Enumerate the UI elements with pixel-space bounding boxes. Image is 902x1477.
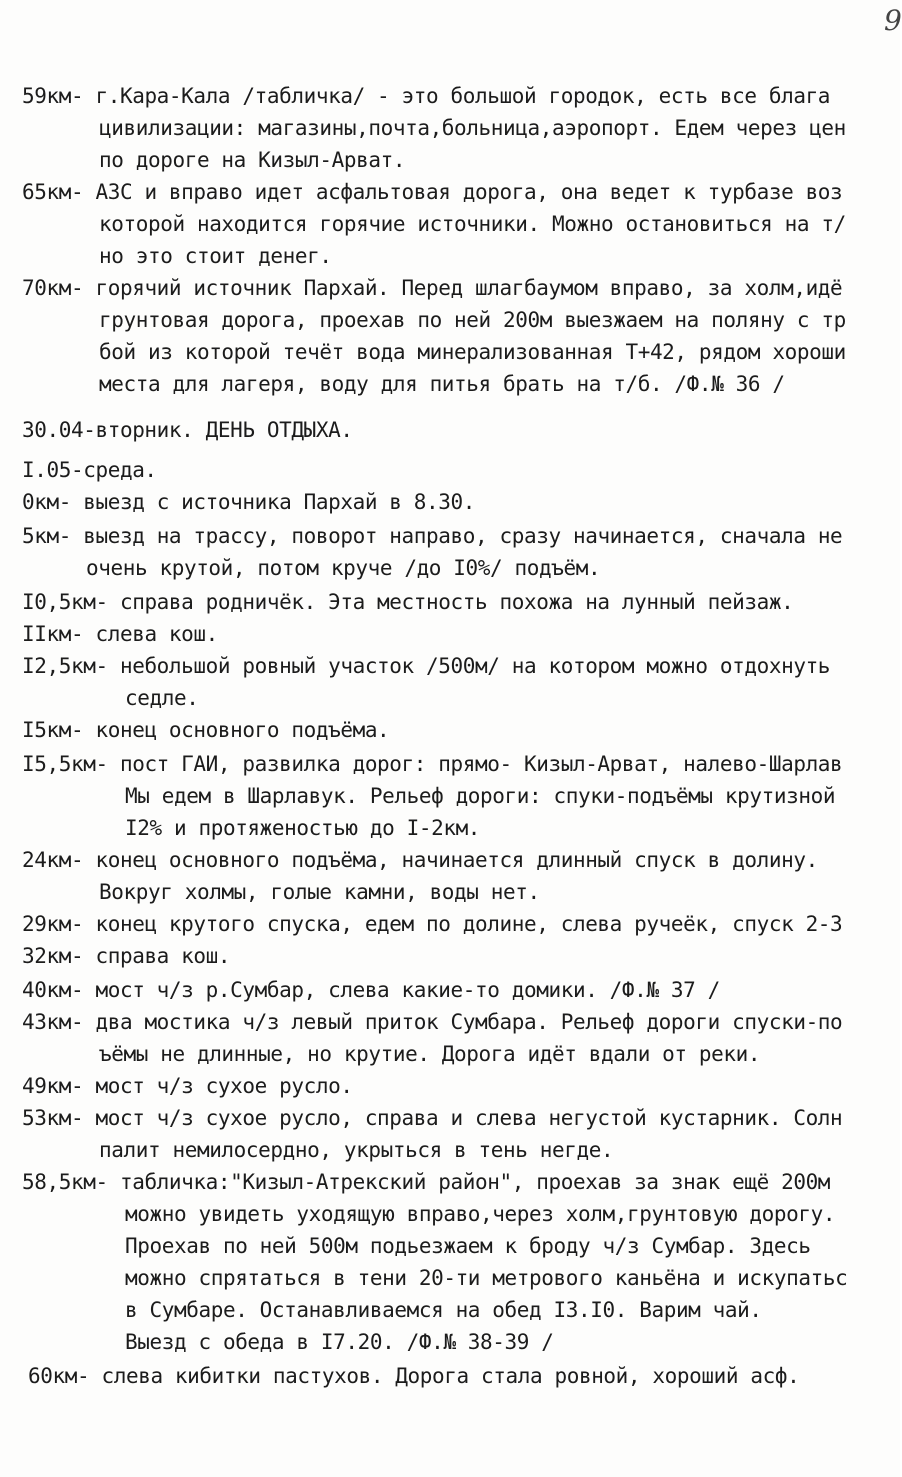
- log-text: конец крутого спуска, едем по долине, слева ручеёк, спуск 2-3: [95, 912, 843, 936]
- log-entry-first-line: [22, 176, 846, 208]
- log-entry: [22, 414, 353, 446]
- log-entry-first-line: [22, 714, 389, 746]
- log-entry: [22, 1102, 842, 1166]
- distance-marker: 5км-: [22, 524, 71, 548]
- log-entry-continuation-line: [22, 780, 842, 812]
- log-text: выезд на трассу, поворот направо, сразу начинается, сначала не: [83, 524, 843, 548]
- log-entry: [22, 272, 846, 400]
- log-entry-first-line: [22, 1070, 353, 1102]
- log-entry-first-line: [22, 650, 830, 682]
- log-text: 30.04-вторник. ДЕНЬ ОТДЫХА.: [22, 418, 353, 442]
- log-entry-continuation-line: [22, 208, 846, 240]
- log-entry-continuation-line: [22, 812, 842, 844]
- distance-marker: IIкм-: [22, 622, 84, 646]
- log-entry: [22, 650, 830, 714]
- distance-marker: I0,5км-: [22, 590, 108, 614]
- log-text: слева кибитки пастухов. Дорога стала ровной, хороший асф.: [101, 1364, 800, 1388]
- log-entry: [22, 80, 846, 176]
- log-entry-continuation-line: [22, 1262, 847, 1294]
- distance-marker: 58,5км-: [22, 1170, 108, 1194]
- distance-marker: 53км-: [22, 1106, 84, 1130]
- distance-marker: I5,5км-: [22, 752, 108, 776]
- log-entry-continuation-line: [22, 304, 846, 336]
- log-entry-first-line: [22, 940, 230, 972]
- log-entry-continuation-line: [22, 144, 846, 176]
- log-entry: [22, 1166, 847, 1358]
- log-entry-continuation-line: [22, 1038, 842, 1070]
- distance-marker: 40км-: [22, 978, 84, 1002]
- log-entry-first-line: [22, 272, 846, 304]
- log-entry-continuation-line: [22, 1326, 847, 1358]
- log-entry: [22, 486, 475, 518]
- log-entry: [22, 454, 157, 486]
- log-text: табличка:"Кизыл-Атрекский район", проехав за знак ещё 200м: [119, 1170, 831, 1194]
- log-text: мост ч/з р.Сумбар, слева какие-то домики. /Ф.№ 37 /: [95, 978, 720, 1002]
- log-text: пост ГАИ, развилка дорог: прямо- Кизыл-Арват, налево-Шарлав: [119, 752, 843, 776]
- log-entry: [22, 714, 389, 746]
- log-text: ъёмы не длинные, но крутие. Дорога идёт вдали от реки.: [99, 1042, 761, 1066]
- log-entry: [22, 586, 793, 618]
- log-text: палит немилосердно, укрыться в тень негде.: [99, 1138, 614, 1162]
- distance-marker: 32км-: [22, 944, 84, 968]
- log-text: выезд с источника Пархай в 8.30.: [83, 490, 476, 514]
- distance-marker: 60км-: [28, 1364, 90, 1388]
- log-text: Выезд с обеда в I7.20. /Ф.№ 38-39 /: [125, 1330, 554, 1354]
- log-entry-first-line: [22, 486, 475, 518]
- log-entry-continuation-line: [22, 552, 842, 584]
- log-text: конец основного подъёма.: [95, 718, 390, 742]
- log-entry: [22, 618, 218, 650]
- log-text: грунтовая дорога, проехав по ней 200м выезжаем на поляну с тр: [99, 308, 846, 332]
- distance-marker: 70км-: [22, 276, 84, 300]
- log-entry-first-line: [22, 1006, 842, 1038]
- log-text: два мостика ч/з левый приток Сумбара. Рельеф дороги спуски-по: [95, 1010, 843, 1034]
- log-entry-first-line: [22, 844, 818, 876]
- distance-marker: 24км-: [22, 848, 84, 872]
- log-text: I.05-среда.: [22, 458, 157, 482]
- log-entry-first-line: [22, 1102, 842, 1134]
- log-text: Мы едем в Шарлавук. Рельеф дороги: спуки-подъёмы крутизной: [125, 784, 836, 808]
- log-entry-continuation-line: [22, 1294, 847, 1326]
- log-entry-continuation-line: [22, 682, 830, 714]
- log-entry-continuation-line: [22, 1198, 847, 1230]
- log-entry: [22, 520, 842, 584]
- distance-marker: I5км-: [22, 718, 84, 742]
- log-entry: [22, 748, 842, 844]
- distance-marker: 49км-: [22, 1074, 84, 1098]
- log-entry-continuation-line: [22, 1230, 847, 1262]
- log-entry: [22, 940, 230, 972]
- log-text: мост ч/з сухое русло, справа и слева негустой кустарник. Солн: [95, 1106, 843, 1130]
- log-text: которой находится горячие источники. Можно остановиться на т/: [99, 212, 846, 236]
- log-text: бой из которой течёт вода минерализованная Т+42, рядом хороши: [99, 340, 846, 364]
- log-text: справа кош.: [95, 944, 231, 968]
- log-text: места для лагеря, воду для питья брать на т/б. /Ф.№ 36 /: [99, 372, 785, 396]
- log-text: седле.: [125, 686, 199, 710]
- distance-marker: 59км-: [22, 84, 84, 108]
- log-text: слева кош.: [95, 622, 218, 646]
- log-entry: [22, 1006, 842, 1070]
- distance-marker: I2,5км-: [22, 654, 108, 678]
- log-entry-continuation-line: [22, 876, 818, 908]
- log-entry-first-line: [22, 1166, 847, 1198]
- log-entry-first-line: [22, 618, 218, 650]
- log-text: АЗС и вправо идет асфальтовая дорога, она ведет к турбазе воз: [95, 180, 843, 204]
- log-entry-first-line: [22, 80, 846, 112]
- log-entry: [22, 1070, 353, 1102]
- log-entry-first-line: [22, 414, 353, 446]
- distance-marker: 43км-: [22, 1010, 84, 1034]
- log-entry-continuation-line: [22, 336, 846, 368]
- log-text: можно увидеть уходящую вправо,через холм,грунтовую дорогу.: [125, 1202, 836, 1226]
- page-number: 9: [884, 4, 902, 37]
- log-text: г.Кара-Кала /табличка/ - это большой городок, есть все блага: [95, 84, 831, 108]
- log-entry-first-line: [22, 748, 842, 780]
- log-text: мост ч/з сухое русло.: [95, 1074, 353, 1098]
- log-entry: [22, 974, 720, 1006]
- log-text: в Сумбаре. Останавливаемся на обед I3.I0. Варим чай.: [125, 1298, 762, 1322]
- log-text: горячий источник Пархай. Перед шлагбаумом вправо, за холм,идё: [95, 276, 843, 300]
- log-entry-first-line: [22, 454, 157, 486]
- log-entry-first-line: [22, 586, 793, 618]
- log-entry-continuation-line: [22, 368, 846, 400]
- distance-marker: 29км-: [22, 912, 84, 936]
- log-entry: [22, 844, 818, 908]
- log-text: справа родничёк. Эта местность похожа на лунный пейзаж.: [119, 590, 794, 614]
- log-entry-continuation-line: [22, 112, 846, 144]
- log-entry: [22, 176, 846, 272]
- log-text: конец основного подъёма, начинается длинный спуск в долину.: [95, 848, 818, 872]
- log-entry-first-line: [22, 520, 842, 552]
- log-entry-first-line: [22, 974, 720, 1006]
- log-text: можно спрятаться в тени 20-ти метрового каньёна и искупатьс: [125, 1266, 848, 1290]
- log-entry-continuation-line: [22, 240, 846, 272]
- log-text: Вокруг холмы, голые камни, воды нет.: [99, 880, 540, 904]
- log-text: но это стоит денег.: [99, 244, 332, 268]
- log-text: Проехав по ней 500м подьезжаем к броду ч/з Сумбар. Здесь: [125, 1234, 811, 1258]
- log-entry-first-line: [22, 908, 842, 940]
- log-text: очень крутой, потом круче /до I0%/ подъём.: [86, 556, 601, 580]
- distance-marker: 0км-: [22, 490, 71, 514]
- log-text: по дороге на Кизыл-Арват.: [99, 148, 406, 172]
- distance-marker: 65км-: [22, 180, 84, 204]
- log-entry-first-line: [28, 1360, 799, 1392]
- log-text: I2% и протяженостью до I-2км.: [125, 816, 481, 840]
- log-text: небольшой ровный участок /500м/ на котором можно отдохнуть: [119, 654, 831, 678]
- log-entry-continuation-line: [22, 1134, 842, 1166]
- log-entry: [22, 908, 842, 940]
- log-entry: [28, 1360, 799, 1392]
- log-text: цивилизации: магазины,почта,больница,аэропорт. Едем через цен: [99, 116, 846, 140]
